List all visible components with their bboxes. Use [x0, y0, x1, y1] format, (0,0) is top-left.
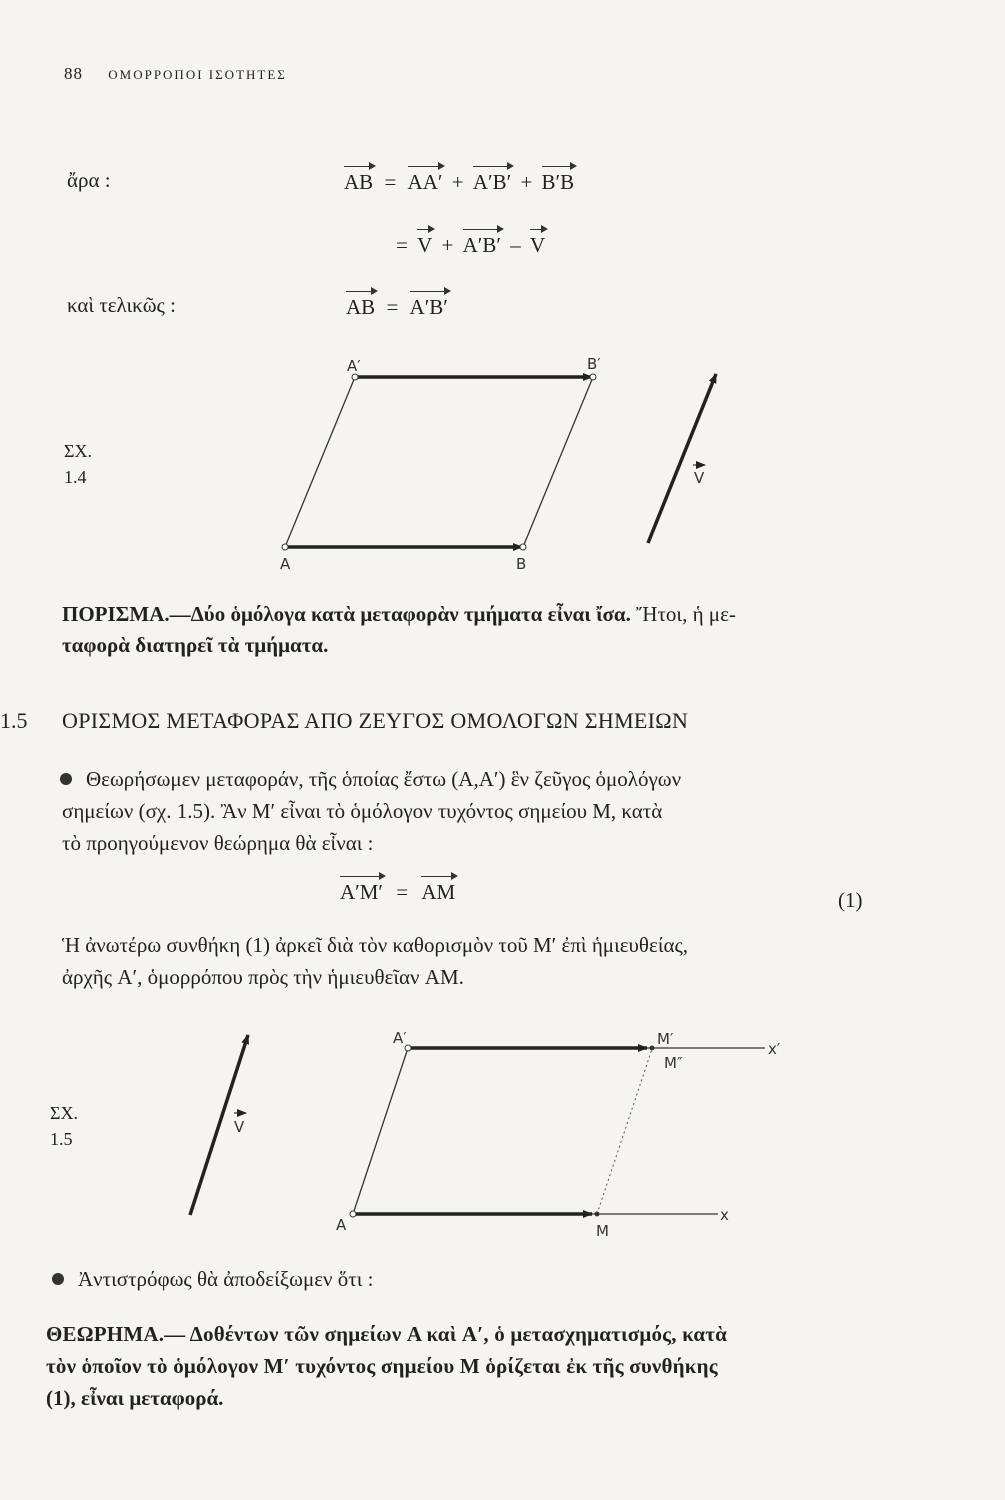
running-title: ΟΜΟΡΡΟΠΟΙ ΙΣΟΤΗΤΕΣ	[108, 67, 287, 82]
para-3-line-1	[52, 1267, 373, 1292]
point-A	[350, 1211, 356, 1217]
para-2-line-1: Ἡ ἀνωτέρω συνθήκη (1) ἀρκεῖ διὰ τὸν καθορισμὸν τοῦ M′ ἐπὶ ἡμιευθείας,	[62, 933, 689, 957]
equals-sign: =	[396, 880, 409, 904]
vector-AB: AB	[344, 170, 374, 194]
minus-sign: –	[510, 233, 521, 257]
porisma-normal: Ἤτοι, ἡ με-	[630, 602, 736, 626]
equals-sign: =	[386, 295, 399, 319]
segment-B-B-prime	[523, 377, 593, 547]
vector-V: V	[529, 233, 546, 257]
para-1-line-1	[60, 767, 681, 792]
figure-1-4	[0, 0, 1005, 600]
label-x-prime: x′	[768, 1040, 781, 1058]
point-B-prime	[590, 374, 596, 380]
vector-A-prime-B-prime: A′B′	[409, 295, 448, 319]
label-A: A	[280, 555, 291, 573]
vector-AA-prime: AA′	[407, 170, 443, 194]
caption-sx: ΣΧ.	[64, 441, 92, 461]
vector-AB: AB	[346, 295, 376, 319]
label-A-prime: A′	[347, 357, 361, 375]
segment-A-A-prime	[285, 377, 355, 547]
label-B: B	[516, 555, 527, 573]
para-3-text: Ἀντιστρόφως θὰ ἀποδείξωμεν ὅτι :	[78, 1267, 374, 1291]
label-B-prime: B′	[587, 355, 601, 373]
bullet-icon	[60, 773, 72, 785]
page-number: 88	[64, 64, 83, 83]
plus-sign: +	[451, 170, 464, 194]
equals-sign: =	[384, 170, 397, 194]
bullet-icon	[52, 1273, 64, 1285]
segment-A-A-prime	[353, 1048, 408, 1214]
section-number: 1.5	[0, 708, 28, 733]
label-x: x	[720, 1206, 729, 1224]
vector-A-prime-M-prime: A′M′	[340, 880, 384, 904]
vector-A-prime-B-prime: A′B′	[472, 170, 512, 194]
equals-sign: =	[396, 233, 408, 257]
para-1-text: Θεωρήσωμεν μεταφοράν, τῆς ὁποίας ἔστω (A,A′) ἓν ζεῦγος ὁμολόγων	[86, 767, 682, 791]
porisma-line-2: ταφορὰ διατηρεῖ τὰ τμήματα.	[62, 633, 329, 657]
label-A-prime: A′	[393, 1029, 407, 1047]
label-A: A	[336, 1216, 347, 1234]
equation-1	[340, 880, 455, 905]
section-heading	[0, 708, 689, 734]
caption-number: 1.4	[64, 467, 87, 487]
para-1-line-3: τὸ προηγούμενον θεώρημα θὰ εἶναι :	[62, 831, 374, 855]
vector-B-prime-B: B′B	[541, 170, 575, 194]
vector-V-arrow	[648, 374, 716, 543]
point-A	[282, 544, 288, 550]
theorem-line-2: τὸν ὁποῖον τὸ ὁμόλογον M′ τυχόντος σημείου M ὁρίζεται ἐκ τῆς συνθήκης	[46, 1354, 718, 1378]
vector-AM: AM	[421, 880, 456, 904]
theorem-line-1: ΘΕΩΡΗΜΑ.— Δοθέντων τῶν σημείων A καὶ A′, ὁ μετασχηματισμός, κατὰ	[46, 1322, 728, 1346]
section-title: ΟΡΙΣΜΟΣ ΜΕΤΑΦΟΡΑΣ ΑΠΟ ΖΕΥΓΟΣ ΟΜΟΛΟΓΩΝ ΣΗΜΕΙΩΝ	[62, 708, 689, 733]
point-B	[520, 544, 526, 550]
point-M-prime	[650, 1046, 655, 1051]
theorem-line-3: (1), εἶναι μεταφορά.	[46, 1386, 224, 1410]
label-M: M	[596, 1222, 609, 1240]
figure-1-5	[0, 1000, 1005, 1260]
derivation-label-telikos: καὶ τελικῶς :	[67, 293, 176, 317]
equation-number: (1)	[838, 888, 863, 912]
label-V: V	[234, 1118, 245, 1136]
label-V: V	[694, 469, 705, 487]
caption-number: 1.5	[50, 1129, 73, 1149]
plus-sign: +	[520, 170, 533, 194]
vector-A-prime-B-prime: A′B′	[462, 233, 501, 257]
porisma-bold: ΠΟΡΙΣΜΑ.—Δύο ὁμόλογα κατὰ μεταφορὰν τμήματα εἶναι ἴσα.	[62, 602, 631, 626]
label-M-double-prime: M″	[664, 1054, 683, 1072]
label-M-prime: M′	[657, 1030, 674, 1048]
dotted-M-M-double	[597, 1049, 652, 1214]
porisma-line-1	[62, 602, 736, 627]
para-1-line-2: σημείων (σχ. 1.5). Ἂν M′ εἶναι τὸ ὁμόλογον τυχόντος σημείου M, κατὰ	[62, 799, 663, 823]
derivation-label-ara: ἄρα :	[67, 168, 111, 192]
point-M	[595, 1212, 600, 1217]
plus-sign: +	[441, 233, 454, 257]
caption-sx: ΣΧ.	[50, 1103, 78, 1123]
para-2-line-2: ἀρχῆς A′, ὁμορρόπου πρὸς τὴν ἡμιευθεῖαν AM.	[62, 965, 464, 989]
vector-V: V	[417, 233, 433, 257]
